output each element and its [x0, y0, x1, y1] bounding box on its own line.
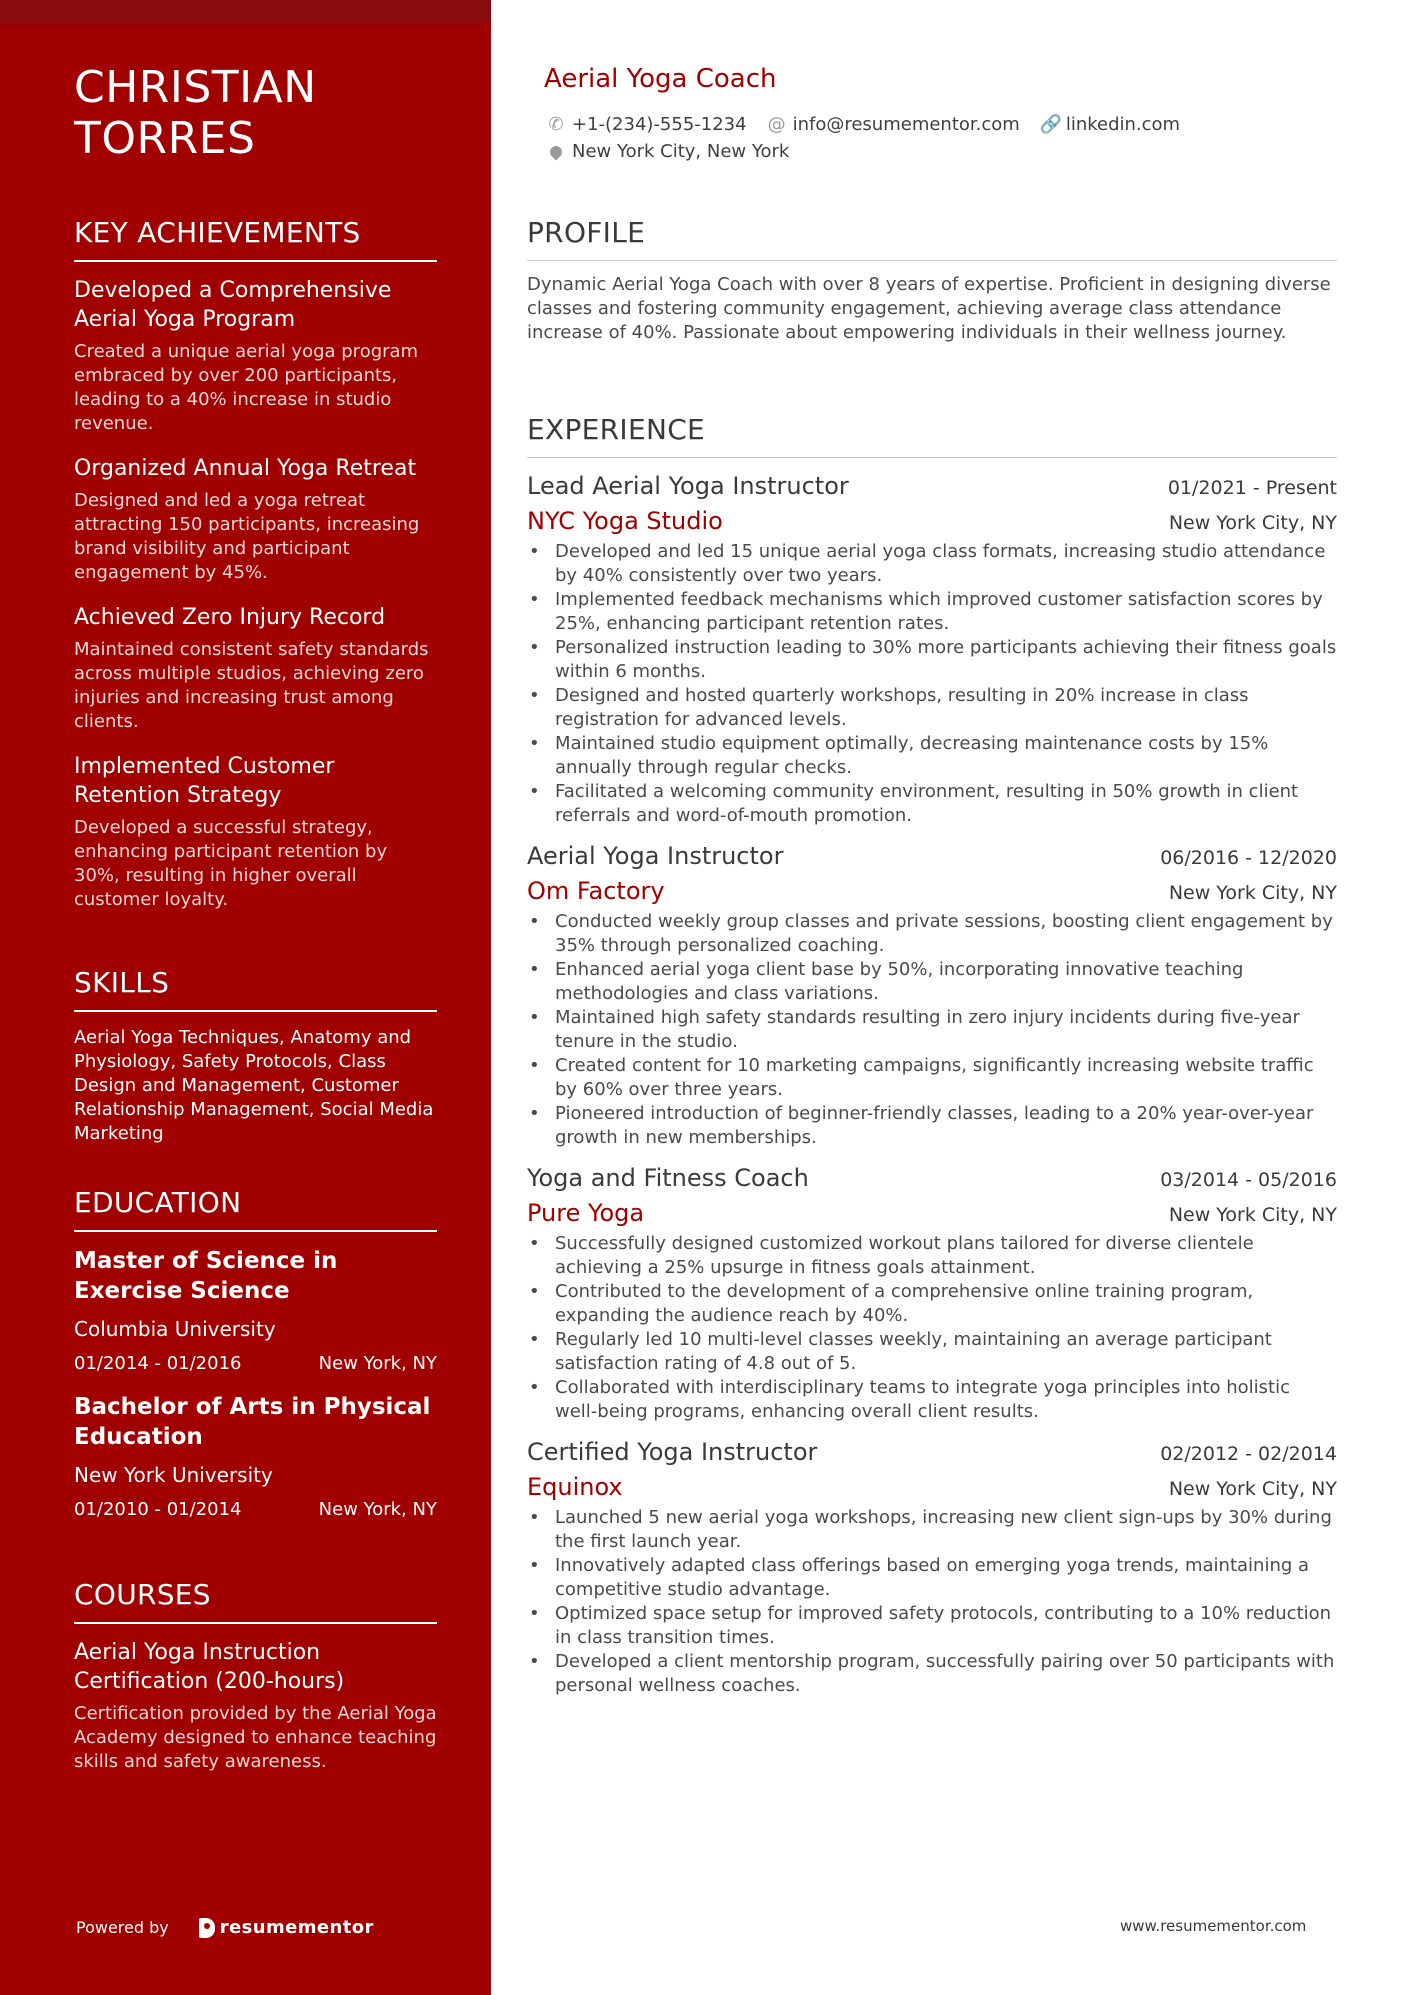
- job-subheader: [527, 1198, 1337, 1228]
- job-header: [527, 840, 1337, 872]
- job-title-heading: Aerial Yoga Coach: [544, 64, 777, 94]
- job-entry: [527, 1436, 1337, 1698]
- bullet-item: • Successfully designed customized workout plans tailored for diverse clientele achieving a 25% upsurge in fitness goals attainment.: [527, 1232, 1337, 1280]
- contact-row: [546, 114, 1180, 135]
- contact-location: [546, 141, 789, 162]
- job-bullets: [527, 1506, 1337, 1698]
- education-school: New York University: [74, 1463, 273, 1487]
- bullet-item: • Optimized space setup for improved safety protocols, contributing to a 10% reduction in class transition times.: [527, 1602, 1337, 1650]
- location-text: New York City, New York: [572, 141, 790, 162]
- at-icon: @: [767, 114, 786, 135]
- bullet-item: • Enhanced aerial yoga client base by 50%, incorporating innovative teaching methodologies and class variations.: [527, 958, 1337, 1006]
- footer-url[interactable]: www.resumementor.com: [1120, 1917, 1307, 1935]
- job-location: New York City, NY: [1168, 1204, 1337, 1226]
- bullet-item: • Facilitated a welcoming community environment, resulting in 50% growth in client referrals and word-of-mouth promotion.: [527, 780, 1337, 828]
- job-dates: 06/2016 - 12/2020: [1160, 847, 1337, 869]
- achievement-item: [74, 752, 437, 912]
- powered-by-label: Powered by: [76, 1918, 169, 1937]
- email-text: info@resumementor.com: [792, 114, 1020, 135]
- bullet-item: • Developed and led 15 unique aerial yoga class formats, increasing studio attendance by 40% consistently over two years.: [527, 540, 1337, 588]
- education-school: Columbia University: [74, 1317, 276, 1341]
- education-location: New York, NY: [318, 1499, 437, 1520]
- section-heading: EXPERIENCE: [527, 413, 1337, 458]
- resumementor-logo-icon: [199, 1918, 215, 1938]
- job-subheader: [527, 876, 1337, 906]
- linkedin-text: linkedin.com: [1065, 114, 1181, 135]
- candidate-name: CHRISTIAN TORRES: [74, 62, 317, 164]
- achievement-title: Implemented Customer Retention Strategy: [74, 754, 335, 808]
- course-desc: Certification provided by the Aerial Yoga Academy designed to enhance teaching skills and safety awareness.: [74, 1703, 437, 1772]
- job-location: New York City, NY: [1168, 1478, 1337, 1500]
- education-section: [74, 1186, 437, 1538]
- bullet-item: • Personalized instruction leading to 30% more participants achieving their fitness goals within 6 months.: [527, 636, 1337, 684]
- job-company: Om Factory: [527, 877, 665, 905]
- phone-icon: ✆: [548, 114, 564, 135]
- sidebar-top-bar: [0, 0, 491, 24]
- section-heading: SKILLS: [74, 966, 437, 1012]
- phone-text: +1-(234)-555-1234: [572, 114, 747, 135]
- job-bullets: [527, 1232, 1337, 1424]
- job-entry: [527, 840, 1337, 1150]
- bullet-item: • Contributed to the development of a comprehensive online training program, expanding the audience reach by 40%.: [527, 1280, 1337, 1328]
- experience-section: [527, 413, 1337, 1710]
- contact-email[interactable]: [767, 114, 1020, 135]
- profile-text: Dynamic Aerial Yoga Coach with over 8 years of expertise. Proficient in designing diverse classes and fostering community engagement, achieving average class attendance increase of 40%. Passionate about empowering individuals in their wellness journey.: [527, 274, 1331, 343]
- achievement-desc: Created a unique aerial yoga program embraced by over 200 participants, leading to a 40% increase in studio revenue.: [74, 341, 419, 434]
- contact-linkedin[interactable]: [1040, 114, 1180, 135]
- bullet-item: • Maintained studio equipment optimally, decreasing maintenance costs by 15% annually through regular checks.: [527, 732, 1337, 780]
- job-title: Certified Yoga Instructor: [527, 1438, 818, 1466]
- bullet-item: • Pioneered introduction of beginner-friendly classes, leading to a 20% year-over-year growth in new memberships.: [527, 1102, 1337, 1150]
- bullet-item: • Regularly led 10 multi-level classes weekly, maintaining an average participant satisfaction rating of 4.8 out of 5.: [527, 1328, 1337, 1376]
- section-heading: EDUCATION: [74, 1186, 437, 1232]
- contact-row-location: [546, 141, 789, 162]
- achievement-item: [74, 603, 437, 734]
- job-title: Aerial Yoga Instructor: [527, 842, 784, 870]
- education-degree: Bachelor of Arts in Physical Education: [74, 1394, 431, 1450]
- job-subheader: [527, 1472, 1337, 1502]
- job-location: New York City, NY: [1168, 512, 1337, 534]
- job-header: [527, 470, 1337, 502]
- education-dates: 01/2010 - 01/2014: [74, 1499, 242, 1520]
- education-item: [74, 1392, 437, 1522]
- skills-section: [74, 966, 437, 1146]
- achievement-item: [74, 276, 437, 436]
- education-meta: [74, 1352, 437, 1376]
- achievement-desc: Developed a successful strategy, enhancing participant retention by 30%, resulting in higher overall customer loyalty.: [74, 817, 388, 910]
- achievement-desc: Designed and led a yoga retreat attracting 150 participants, increasing brand visibility and participant engagement by 45%.: [74, 490, 420, 583]
- job-dates: 02/2012 - 02/2014: [1160, 1443, 1337, 1465]
- bullet-item: • Innovatively adapted class offerings based on emerging yoga trends, maintaining a competitive studio advantage.: [527, 1554, 1337, 1602]
- bullet-item: • Conducted weekly group classes and private sessions, boosting client engagement by 35% through personalized coaching.: [527, 910, 1337, 958]
- job-dates: 01/2021 - Present: [1167, 477, 1337, 499]
- brand-name: resumementor: [219, 1917, 374, 1938]
- course-item: [74, 1638, 437, 1774]
- achievement-desc: Maintained consistent safety standards across multiple studios, achieving zero injuries and increasing trust among clients.: [74, 639, 429, 732]
- bullet-item: • Launched 5 new aerial yoga workshops, increasing new client sign-ups by 30% during the first launch year.: [527, 1506, 1337, 1554]
- job-entry: [527, 1162, 1337, 1424]
- education-dates: 01/2014 - 01/2016: [74, 1353, 242, 1374]
- bullet-item: • Collaborated with interdisciplinary teams to integrate yoga principles into holistic well-being programs, enhancing overall client results.: [527, 1376, 1337, 1424]
- job-title: Lead Aerial Yoga Instructor: [527, 472, 849, 500]
- bullet-item: • Maintained high safety standards resulting in zero injury incidents during five-year tenure in the studio.: [527, 1006, 1337, 1054]
- achievement-title: Developed a Comprehensive Aerial Yoga Program: [74, 278, 392, 332]
- powered-by: [76, 1917, 374, 1938]
- skills-list: Aerial Yoga Techniques, Anatomy and Physiology, Safety Protocols, Class Design and Management, Customer Relationship Management, Social Media Marketing: [74, 1027, 434, 1144]
- job-title: Yoga and Fitness Coach: [527, 1164, 809, 1192]
- job-company: NYC Yoga Studio: [527, 507, 723, 535]
- achievement-item: [74, 454, 437, 585]
- job-entry: [527, 470, 1337, 828]
- job-header: [527, 1162, 1337, 1194]
- education-degree: Master of Science in Exercise Science: [74, 1248, 338, 1304]
- courses-section: [74, 1578, 437, 1792]
- job-bullets: [527, 910, 1337, 1150]
- sidebar: [0, 0, 491, 1995]
- job-header: [527, 1436, 1337, 1468]
- job-bullets: [527, 540, 1337, 828]
- course-title: Aerial Yoga Instruction Certification (200-hours): [74, 1640, 345, 1694]
- job-company: Pure Yoga: [527, 1199, 645, 1227]
- job-company: Equinox: [527, 1473, 623, 1501]
- achievement-title: Achieved Zero Injury Record: [74, 605, 386, 630]
- brand-logo[interactable]: [199, 1917, 374, 1938]
- bullet-item: • Created content for 10 marketing campaigns, significantly increasing website traffic by 60% over three years.: [527, 1054, 1337, 1102]
- key-achievements-section: [74, 216, 437, 930]
- job-subheader: [527, 506, 1337, 536]
- education-location: New York, NY: [318, 1353, 437, 1374]
- section-heading: PROFILE: [527, 216, 1337, 261]
- job-dates: 03/2014 - 05/2016: [1160, 1169, 1337, 1191]
- bullet-item: • Designed and hosted quarterly workshops, resulting in 20% increase in class registration for advanced levels.: [527, 684, 1337, 732]
- education-item: [74, 1246, 437, 1376]
- bullet-item: • Implemented feedback mechanisms which improved customer satisfaction scores by 25%, enhancing participant retention rates.: [527, 588, 1337, 636]
- section-heading: KEY ACHIEVEMENTS: [74, 216, 437, 262]
- map-pin-icon: [548, 143, 565, 160]
- link-icon: 🔗: [1039, 114, 1063, 135]
- bullet-item: • Developed a client mentorship program, successfully pairing over 50 participants with personal wellness coaches.: [527, 1650, 1337, 1698]
- contact-phone[interactable]: [546, 114, 747, 135]
- education-meta: [74, 1498, 437, 1522]
- profile-section: [527, 216, 1337, 345]
- job-location: New York City, NY: [1168, 882, 1337, 904]
- achievement-title: Organized Annual Yoga Retreat: [74, 456, 417, 481]
- section-heading: COURSES: [74, 1578, 437, 1624]
